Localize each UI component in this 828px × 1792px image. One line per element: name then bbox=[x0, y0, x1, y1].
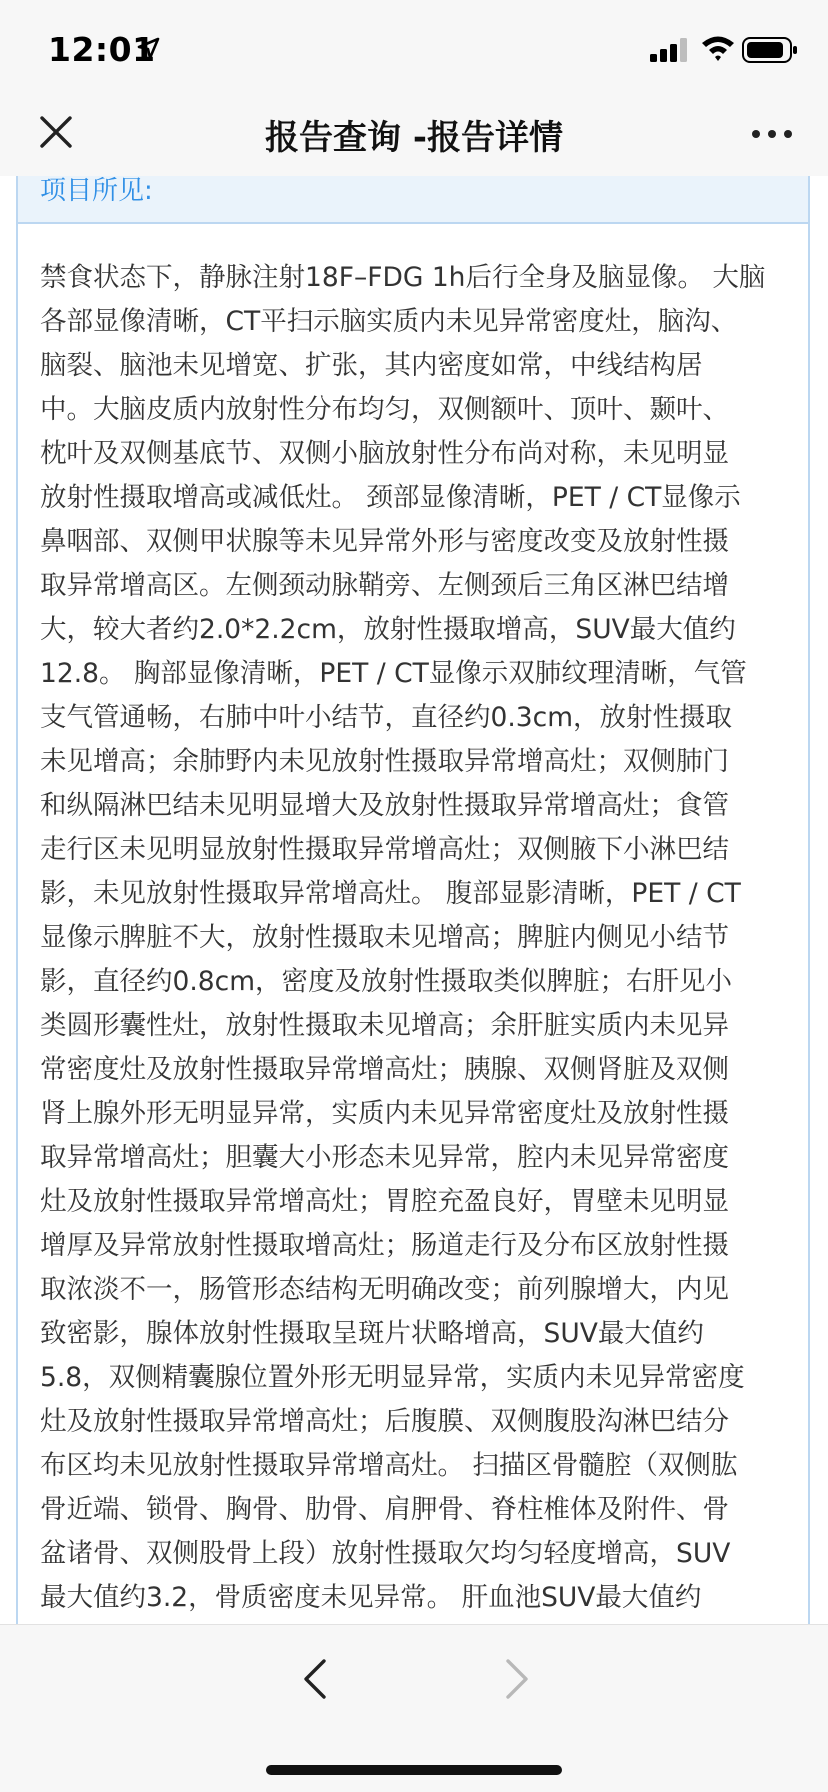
findings-header-label: 项目所见: bbox=[40, 176, 153, 206]
wifi-icon bbox=[700, 34, 736, 62]
status-time: 12:01 bbox=[48, 30, 156, 69]
chevron-right-icon bbox=[496, 1655, 536, 1703]
navigation-bar bbox=[0, 96, 828, 176]
page-title: 报告查询 -报告详情 bbox=[265, 118, 563, 158]
findings-panel bbox=[16, 176, 810, 1624]
battery-icon bbox=[742, 36, 798, 64]
more-icon[interactable] bbox=[748, 120, 796, 148]
location-arrow-icon bbox=[136, 36, 162, 62]
status-bar bbox=[0, 0, 828, 96]
findings-header bbox=[18, 176, 808, 224]
home-indicator[interactable] bbox=[266, 1765, 562, 1775]
cellular-signal-icon bbox=[650, 38, 690, 62]
report-content[interactable] bbox=[0, 176, 828, 1624]
chevron-left-icon[interactable] bbox=[296, 1655, 336, 1703]
bottom-toolbar bbox=[0, 1624, 828, 1792]
findings-text: 禁食状态下，静脉注射18F–FDG 1h后行全身及脑显像。 大脑 各部显像清晰，CT平扫示脑实质内未见异常密度灶，脑沟、 脑裂、脑池未见增宽、扩张，其内密度如常，中线结构居 中。大脑皮质内放射性分布均匀，双侧额叶、顶叶、颞叶、 枕叶及双侧基底节、双侧小脑放射性分布尚对称，未见明显 放射性摄取增高或减低灶。 颈部显像清晰，PET / CT显像示 鼻咽部、双侧甲状腺等未见异常外形与密度改变及放射性摄 取异常增高区。左侧颈动脉鞘旁、左侧颈后三角区淋巴结增 大，较大者约2.0*2.2cm，放射性摄取增高，SUV最大值约 12.8。 胸部显像清晰，PET / CT显像示双肺纹理清晰，气管 支气管通畅，右肺中叶小结节，直径约0.3cm，放射性摄取 未见增高；余肺野内未见放射性摄取异常增高灶；双侧肺门 和纵隔淋巴结未见明显增大及放射性摄取异常增高灶；食管 走行区未见明显放射性摄取异常增高灶；双侧腋下小淋巴结 影，未见放射性摄取异常增高灶。 腹部显影清晰，PET / CT 显像示脾脏不大，放射性摄取未见增高；脾脏内侧见小结节 影，直径约0.8cm，密度及放射性摄取类似脾脏；右肝见小 类圆形囊性灶，放射性摄取未见增高；余肝脏实质内未见异 常密度灶及放射性摄取异常增高灶；胰腺、双侧肾脏及双侧 肾上腺外形无明显异常，实质内未见异常密度灶及放射性摄 取异常增高灶；胆囊大小形态未见异常，腔内未见异常密度 灶及放射性摄取异常增高灶；胃腔充盈良好，胃壁未见明显 增厚及异常放射性摄取增高灶；肠道走行及分布区放射性摄 取浓淡不一，肠管形态结构无明确改变；前列腺增大，内见 致密影，腺体放射性摄取呈斑片状略增高，SUV最大值约 5.8，双侧精囊腺位置外形无明显异常，实质内未见异常密度 灶及放射性摄取异常增高灶；后腹膜、双侧腹股沟淋巴结分 布区均未见放射性摄取异常增高灶。 扫描区骨髓腔（双侧肱 骨近端、锁骨、胸骨、肋骨、肩胛骨、脊柱椎体及附件、骨 盆诸骨、双侧股骨上段）放射性摄取欠均匀轻度增高，SUV 最大值约3.2，骨质密度未见异常。 肝血池SUV最大值约 bbox=[40, 262, 766, 1613]
